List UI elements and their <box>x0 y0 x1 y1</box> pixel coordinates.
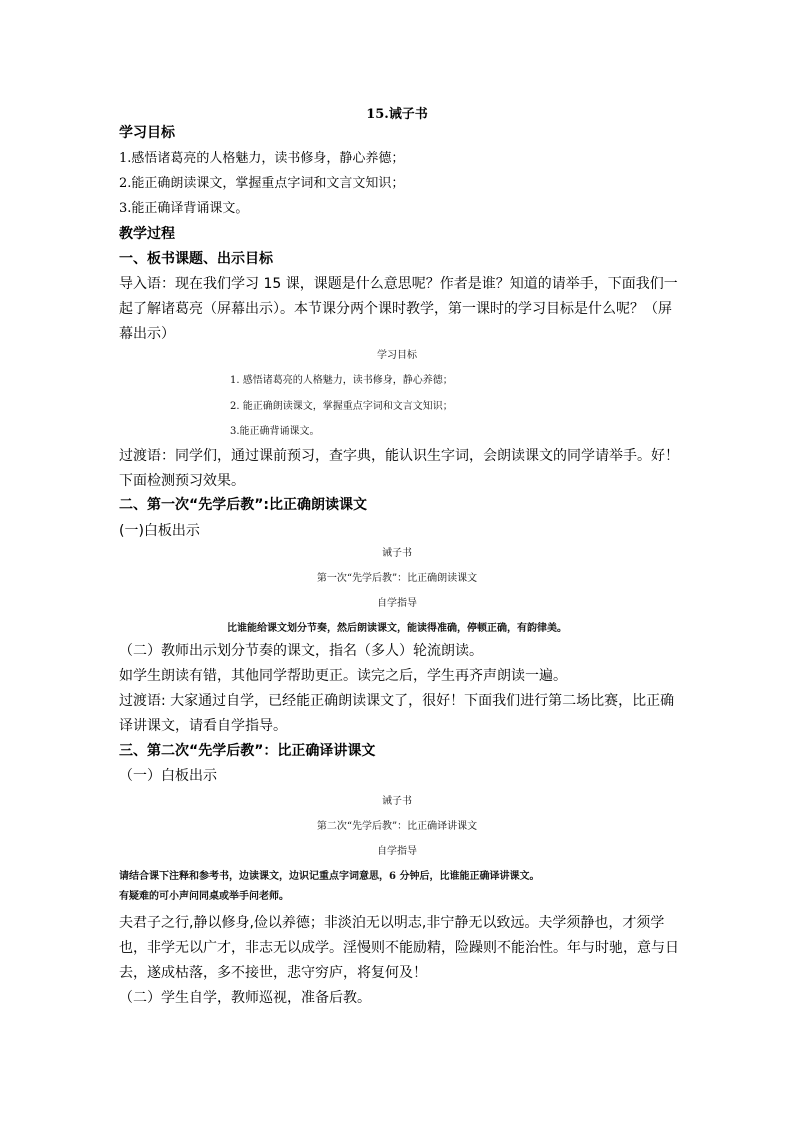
screen-objective-item: 2. 能正确朗读课文，掌握重点字词和文言文知识； <box>230 401 453 412</box>
page-title: 15.诫子书 <box>366 107 428 122</box>
board-guide-text: 请结合课下注释和参考书，边读课文，边识记重点字词意思，6 分钟后，比谁能正确译讲课文。 <box>119 871 540 882</box>
board-guide: 自学指导 <box>377 598 417 609</box>
transition-line: 过渡语: 大家通过自学，已经能正确朗读课文了，很好！下面我们进行第二场比赛，比正确 <box>119 693 675 709</box>
objective-item: 2.能正确朗读课文，掌握重点字词和文言文知识； <box>119 176 405 191</box>
board-guide: 自学指导 <box>377 846 417 857</box>
board-guide-text: 有疑难的可小声问同桌或举手问老师。 <box>119 891 289 902</box>
transition-line: 译讲课文，请看自学指导。 <box>119 718 287 734</box>
objective-item: 3.能正确译背诵课文。 <box>119 201 249 216</box>
passage-line: 去，遂成枯落，多不接世，悲守穷庐，将复何及！ <box>119 965 427 981</box>
intro-paragraph-line: 起了解诸葛亮（屏幕出示）。本节课分两个课时教学，第一课时的学习目标是什么呢？（屏 <box>119 301 672 317</box>
board-subtitle: 第二次“先学后教”：比正确译讲课文 <box>316 821 478 832</box>
screen-objective-item: 1. 感悟诸葛亮的人格魅力，读书修身，静心养德； <box>230 375 453 386</box>
section3-sub1: （一）白板出示 <box>119 768 217 784</box>
section2-sub1: (一)白板出示 <box>119 523 200 539</box>
board-guide-text: 比谁能给课文划分节奏，然后朗读课文，能读得准确，停顿正确，有韵律美。 <box>227 623 567 634</box>
transition-line: 下面检测预习效果。 <box>119 473 245 489</box>
objectives-heading: 学习目标 <box>119 125 175 141</box>
section2-sub2: （二）教师出示划分节奏的课文，指名（多人）轮流朗读。 <box>119 643 483 659</box>
process-heading: 教学过程 <box>119 226 175 242</box>
section3-heading: 三、第二次“先学后教”：比正确译讲课文 <box>119 743 376 759</box>
passage-line: 夫君子之行,静以修身,俭以养德；非淡泊无以明志,非宁静无以致远。夫学须静也，才须学 <box>119 915 665 931</box>
section2-paragraph: 如学生朗读有错，其他同学帮助更正。读完之后，学生再齐声朗读一遍。 <box>119 668 567 684</box>
section2-heading: 二、第一次“先学后教”:比正确朗读课文 <box>119 497 367 513</box>
board-title: 诫子书 <box>382 548 412 559</box>
board-subtitle: 第一次“先学后教”：比正确朗读课文 <box>316 573 478 584</box>
transition-line: 过渡语：同学们，通过课前预习，查字典，能认识生字词，会朗读课文的同学请举手。好！ <box>119 448 679 464</box>
screen-objective-item: 3.能正确背诵课文。 <box>230 426 320 437</box>
section3-sub2: （二）学生自学，教师巡视，准备后教。 <box>119 990 371 1006</box>
passage-line: 也，非学无以广才，非志无以成学。淫慢则不能励精，险躁则不能治性。年与时驰，意与日 <box>119 940 679 956</box>
objective-item: 1.感悟诸葛亮的人格魅力，读书修身，静心养德； <box>119 151 405 166</box>
section1-heading: 一、板书课题、出示目标 <box>119 251 273 267</box>
intro-paragraph-line: 幕出示） <box>119 326 175 342</box>
screen-objectives-heading: 学习目标 <box>377 350 417 361</box>
board-title: 诫子书 <box>382 796 412 807</box>
intro-paragraph-line: 导入语：现在我们学习 15 课，课题是什么意思呢？作者是谁？知道的请举手，下面我们一 <box>119 276 678 292</box>
